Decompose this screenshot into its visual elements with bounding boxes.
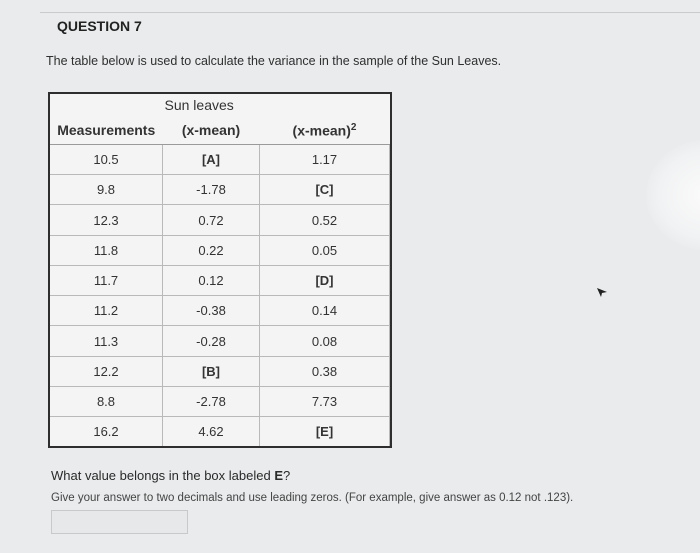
top-divider: [40, 12, 700, 13]
question-text: The table below is used to calculate the variance in the sample of the Sun Leaves.: [46, 54, 502, 68]
cell-measurement: 9.8: [50, 175, 163, 205]
cell-x-mean: [A]: [163, 145, 260, 175]
cell-x-mean-squared: 0.05: [260, 235, 390, 265]
cell-x-mean: 0.22: [163, 235, 260, 265]
cell-x-mean: -2.78: [163, 386, 260, 416]
question-title: QUESTION 7: [57, 18, 142, 34]
table-row: [50, 296, 390, 326]
cell-x-mean-squared: 1.17: [260, 145, 390, 175]
table-row: [50, 326, 390, 356]
header-measurements: Measurements: [50, 116, 163, 145]
mouse-cursor-icon: [596, 286, 608, 298]
cell-measurement: 8.8: [50, 386, 163, 416]
cell-measurement: 11.8: [50, 235, 163, 265]
table-row: [50, 386, 390, 416]
cell-x-mean: -0.38: [163, 296, 260, 326]
table-row: [50, 417, 390, 446]
cell-measurement: 11.3: [50, 326, 163, 356]
cell-measurement: 16.2: [50, 417, 163, 446]
table-row: [50, 265, 390, 295]
cell-x-mean-squared: 7.73: [260, 386, 390, 416]
cell-x-mean: 0.12: [163, 265, 260, 295]
cell-x-mean: 0.72: [163, 205, 260, 235]
table-row: [50, 145, 390, 175]
answer-input[interactable]: [51, 510, 188, 534]
answer-prompt: What value belongs in the box labeled E?: [51, 468, 291, 483]
cell-x-mean-squared: [E]: [260, 417, 390, 446]
cell-measurement: 11.2: [50, 296, 163, 326]
cell-measurement: 11.7: [50, 265, 163, 295]
cell-x-mean: -1.78: [163, 175, 260, 205]
header-x-mean-squared: (x-mean)$^2$: [260, 116, 390, 145]
cell-x-mean-squared: 0.38: [260, 356, 390, 386]
sun-leaves-table: [48, 92, 392, 448]
cell-measurement: 10.5: [50, 145, 163, 175]
cell-x-mean: -0.28: [163, 326, 260, 356]
table-row: [50, 205, 390, 235]
cell-x-mean-squared: 0.08: [260, 326, 390, 356]
screen-glare: [646, 140, 700, 250]
table-caption: Sun leaves: [164, 97, 234, 113]
answer-hint: Give your answer to two decimals and use leading zeros. (For example, give answer as 0.12 not .123).: [51, 492, 574, 504]
cell-x-mean-squared: 0.14: [260, 296, 390, 326]
cell-x-mean: 4.62: [163, 417, 260, 446]
header-x-mean: (x-mean): [163, 116, 260, 145]
table-row: [50, 175, 390, 205]
cell-measurement: 12.2: [50, 356, 163, 386]
cell-measurement: 12.3: [50, 205, 163, 235]
table-row: [50, 235, 390, 265]
cell-x-mean-squared: [C]: [260, 175, 390, 205]
cell-x-mean-squared: [D]: [260, 265, 390, 295]
cell-x-mean: [B]: [163, 356, 260, 386]
cell-x-mean-squared: 0.52: [260, 205, 390, 235]
table-row: [50, 356, 390, 386]
